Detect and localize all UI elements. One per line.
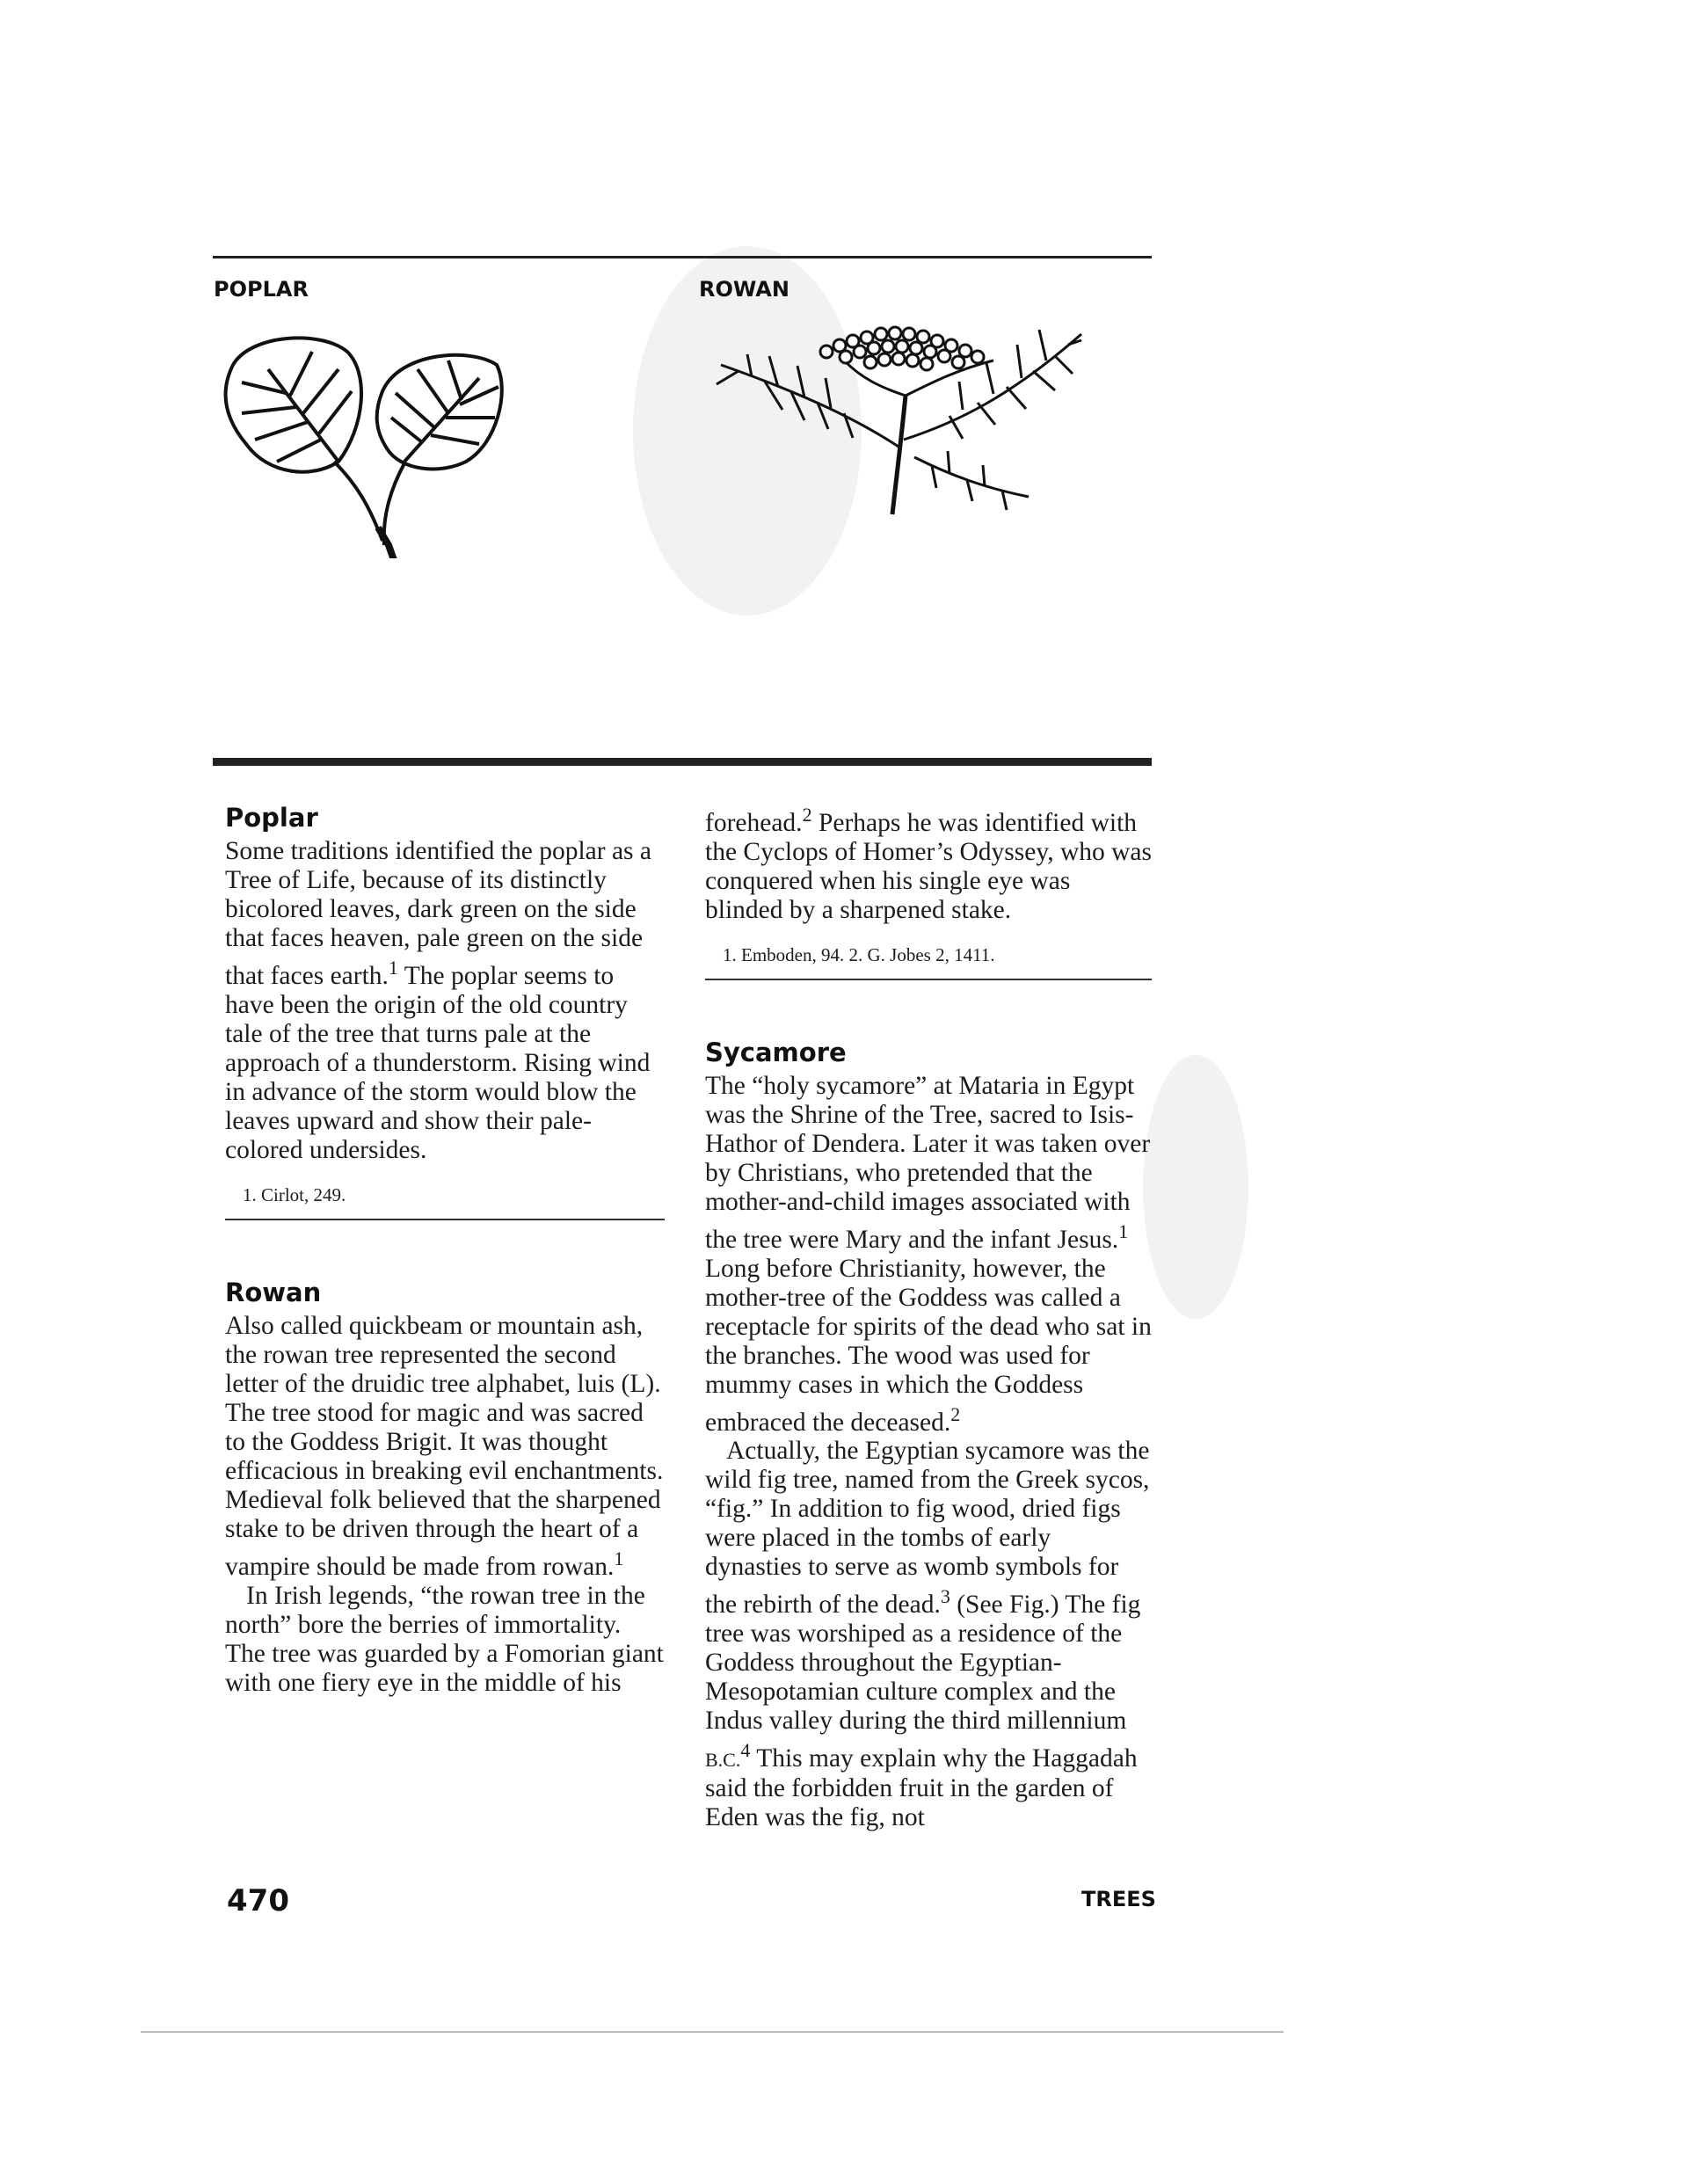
rowan-label: ROWAN xyxy=(699,277,789,302)
rowan-notes: 1. Emboden, 94. 2. G. Jobes 2, 1411. xyxy=(723,943,995,965)
rowan-continued-text-after: Perhaps he was identified with the Cyclops of Homer’s Odyssey, who was conquered when his single eye was blinded by a sharpened stake. xyxy=(705,808,1152,924)
poplar-notes: 1. Cirlot, 249. xyxy=(243,1183,346,1205)
sycamore-text-2b: (See Fig.) The fig tree was worshiped as a residence of the Goddess throughout the Egyptian-Mesopotamian culture complex and the Indus valley during the third millennium xyxy=(705,1591,1141,1736)
right-column xyxy=(705,800,1152,1832)
section-gap xyxy=(225,1220,665,1275)
header-rule xyxy=(213,256,1152,258)
rowan-paragraph-1 xyxy=(225,1312,665,1582)
sycamore-ref-2: 2 xyxy=(950,1402,961,1425)
sycamore-paragraph-1 xyxy=(705,1072,1152,1438)
section-title: TREES xyxy=(1081,1887,1156,1911)
rowan-continued-ref: 2 xyxy=(802,804,812,826)
sycamore-paragraph-2 xyxy=(705,1437,1152,1832)
section-gap xyxy=(705,980,1152,1035)
poplar-label: POPLAR xyxy=(214,277,309,302)
section-divider xyxy=(213,758,1152,766)
scan-edge-line xyxy=(141,2031,1284,2033)
rowan-continued-paragraph xyxy=(705,800,1152,925)
page-number: 470 xyxy=(227,1883,289,1918)
sycamore-text-2c: This may explain why the Haggadah said the forbidden fruit in the garden of Eden was the fig, not xyxy=(705,1744,1138,1832)
rowan-paragraph-2: In Irish legends, “the rowan tree in the north” bore the berries of immortality. The tree was guarded by a Fomorian giant with one fiery eye in the middle of his xyxy=(225,1581,664,1697)
rowan-berries-illustration xyxy=(703,317,1108,528)
sycamore-text-1b: Long before Christianity, however, the mother-tree of the Goddess was called a receptacle for spirits of the dead who sat in the branches. The wood was used for mummy cases in which the Goddess embraced the deceased. xyxy=(705,1254,1152,1437)
left-column xyxy=(225,800,665,1698)
rowan-note-ref: 1 xyxy=(614,1547,624,1569)
sycamore-text-2a: Actually, the Egyptian sycamore was the wild fig tree, named from the Greek sycos, “fig.” In addition to fig wood, dried figs were placed in the tombs of early dynasties to serve as womb symbols for the rebirth of the dead. xyxy=(705,1437,1150,1620)
poplar-heading: Poplar xyxy=(225,803,318,833)
poplar-leaves-illustration xyxy=(215,330,514,558)
rowan-text-1: Also called quickbeam or mountain ash, the rowan tree represented the second letter of the druidic tree alphabet, luis (L). The tree stood for magic and was sacred to the Goddess Brigit. It was thought efficacious in breaking evil enchantments. Medieval folk believed that the sharpened stake to be driven through the heart of a vampire should be made from rowan. xyxy=(225,1311,664,1581)
sycamore-bc: B.C. xyxy=(705,1749,741,1772)
sycamore-heading: Sycamore xyxy=(705,1037,847,1067)
rowan-heading: Rowan xyxy=(225,1277,322,1307)
rowan-continued-text: forehead. xyxy=(705,808,803,837)
sycamore-ref-1: 1 xyxy=(1118,1219,1129,1242)
sycamore-ref-4: 4 xyxy=(740,1739,751,1762)
poplar-text-continued: The poplar seems to have been the origin of the old country tale of the tree that turns pale at the approach of a thunderstorm. Rising wind in advance of the storm would blow the leaves upward and show their pale-colored undersides. xyxy=(225,961,651,1164)
sycamore-ref-3: 3 xyxy=(940,1585,950,1608)
sycamore-text-1a: The “holy sycamore” at Mataria in Egypt was the Shrine of the Tree, sacred to Isis-Hathor of Dendera. Later it was taken over by Christians, who pretended that the mother-and-child images associated with the tree were Mary and the infant Jesus. xyxy=(705,1071,1151,1254)
scan-smudge xyxy=(1143,1055,1248,1319)
poplar-note-ref: 1 xyxy=(388,957,398,979)
poplar-text: Some traditions identified the poplar as a Tree of Life, because of its distinctly bicolored leaves, dark green on the side that faces heaven, pale green on the side that faces earth. xyxy=(225,837,651,990)
poplar-paragraph xyxy=(225,837,665,1165)
